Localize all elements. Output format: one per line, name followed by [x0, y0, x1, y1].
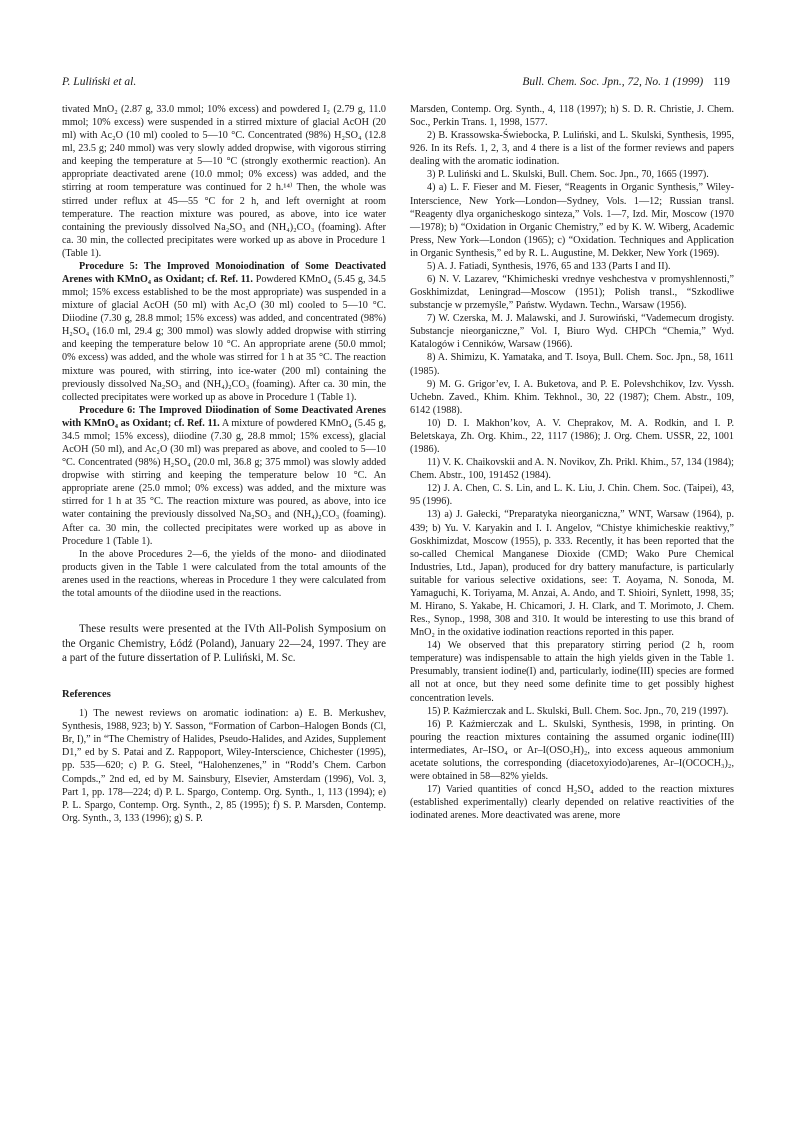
left-column — [62, 103, 386, 825]
reference-10: 10) D. I. Makhon’kov, A. V. Cheprakov, M. A. Rodkin, and I. P. Beletskaya, Zh. Org. Khim., 22, 1117 (1986); J. Org. Chem. USSR, 22, 1001 (1986). — [410, 417, 734, 456]
reference-15: 15) P. Kaźmierczak and L. Skulski, Bull. Chem. Soc. Jpn., 70, 219 (1997). — [427, 705, 729, 717]
reference-9: 9) M. G. Grigor’ev, I. A. Buketova, and P. E. Polevshchikov, Izv. Vyssh. Uchebn. Zaved., Khim. Khim. Tekhnol., 30, 22 (1987); Chem. Abstr., 109, 6142 (1988). — [410, 378, 734, 416]
reference-14: 14) We observed that this preparatory stirring period (2 h, room temperature) was indispensable to attain the high yields given in the Table 1. Presumably, transient iodine(I) and, particularly, iodine(III) species are formed all not at once, but they need some definite time to get possibly highest concentration levels. — [410, 640, 734, 704]
header-journal: Bull. Chem. Soc. Jpn., 72, No. 1 (1999) — [522, 76, 704, 88]
reference-4: 4) a) L. F. Fieser and M. Fieser, “Reagents in Organic Synthesis,” Wiley-Interscience, New York—London—Sydney, Vols. 1—12; Russian transl. “Reagenty dlya organicheskogo sinteza,” Vols. 1—7, Izd. Mir, Moscow (1970—1978); b) “Oxidation in Organic Chemistry,” ed by K. W. Wiberg, Academic Press, New York—London (1965); c) “Oxidation. Techniques and Application in Organic Synthesis,” ed by R. L. Augustine, M. Dekker, New York (1969). — [410, 182, 734, 259]
reference-16: 16) P. Kaźmierczak and L. Skulski, Synthesis, 1998, in printing. On pouring the reaction mixtures containing the assumed organic iodine(III) intermediates, Ar–ISO₄ or Ar–I(OSO₃H)₂, into excess aqueous ammonium acetate solutions, the corresponding (diacetoxyiodo)arenes, Ar–I(OCOCH₃)₂, were obtained in 58—82% yields. — [410, 718, 734, 782]
running-header — [62, 76, 730, 92]
procedure-5 — [62, 260, 386, 404]
reference-11: 11) V. K. Chaikovskii and A. N. Novikov, Zh. Prikl. Khim., 57, 134 (1984); Chem. Abstr., 100, 191452 (1984). — [410, 457, 734, 482]
procedure-6 — [62, 404, 386, 548]
presentation-note: These results were presented at the IVth All-Polish Symposium on the Organic Chemistry, Łódź (Poland), January 22—24, 1997. They are a part of the future dissertation of P. Luliński, M. Sc. — [62, 622, 386, 665]
page-number: 119 — [713, 76, 730, 88]
reference-5: 5) A. J. Fatiadi, Synthesis, 1976, 65 and 133 (Parts I and II). — [427, 260, 671, 272]
procedure-6-title: Procedure 6: The Improved Diiodination of Some Deactivated Arenes with KMnO₄ as Oxidant; cf. Ref. 11. — [62, 404, 386, 429]
reference-13: 13) a) J. Gałecki, “Preparatyka nieorganiczna,” WNT, Warsaw (1964), p. 439; b) Yu. V. Karyakin and I. I. Angelov, “Chistye khimicheskie reaktivy,” Goskhimizdat, Moscow (1955), p. 333. Recently, it has been reported that the so-called Chemical Manganese Dioxide (CMD; Wako Pure Chemical Industries, Ltd., Japan), produced for dry battery manufacture, is particularly suitable for various selective oxidations, see: T. Aoyama, N. Sonoda, M. Yamaguchi, K. Toriyama, M. Anzai, A. Ando, and T. Shioiri, Synlett, 1998, 35; M. Hirano, S. Yakabe, H. Chicamori, J. H. Clark, and T. Morimoto, J. Chem. Res., Synop., 1998, 308 and 310. It would be interesting to use this brand of MnO₂ in the oxidative iodination reactions reported in this paper. — [410, 509, 734, 639]
reference-3: 3) P. Luliński and L. Skulski, Bull. Chem. Soc. Jpn., 70, 1665 (1997). — [427, 169, 709, 181]
procedure-5-body: Powdered KMnO₄ (5.45 g, 34.5 mmol; 15% excess established to be the most appropriate) was suspended in a mixture of glacial AcOH (50 ml) with Ac₂O (30 ml) cooled to 5—10 °C. Diiodine (7.30 g, 28.8 mmol; 15% excess) was added, and concentrated (98%) H₂SO₄ (16.0 ml, 29.4 g; 300 mmol) was slowly added dropwise with stirring and keeping the temperature below 10 °C. An appropriate arene (50.0 mmol; 0% excess) was added, and the whole was stirred for 1 h at 35 °C. The reaction mixture was poured, with stirring, into ice-water (200 ml) containing the previously dissolved Na₂SO₃ and (NH₄)₂CO₃ (foaming). After ca. 30 min, the collected precipitates were worked up as above in Procedure 1 (Table 1). — [62, 274, 386, 403]
right-column — [410, 103, 734, 822]
reference-6: 6) N. V. Lazarev, “Khimicheski vrednye veshchestva v promyshlennosti,” Goskhimizdat, Leningrad—Moscow (1951); Polish transl., “Szkodliwe substancje w przemyśle,” Państw. Wydawn. Techn., Warsaw (1956). — [410, 274, 734, 312]
procedure-6-body: A mixture of powdered KMnO₄ (5.45 g, 34.5 mmol; 15% excess), diiodine (7.30 g, 28.8 mmol; 15% excess), glacial AcOH (50 ml), and Ac₂O (30 ml) was prepared as above, and cooled to 5—10 °C. Concentrated (98%) H₂SO₄ (20.0 ml, 36.8 g; 375 mmol) was slowly added dropwise with stirring and keeping the temperature below 10 °C. An appropriate arene (25.0 mmol; 0% excess) was added, and the mixture was stirred for 1 h at 35 °C. The reaction mixture was poured, as above, into ice water containing the previously dissolved Na₂SO₃ and (NH₄)₂CO₃ (foaming). After ca. 30 min, the collected precipitates were worked up as above in Procedure 1 (Table 1). — [62, 417, 386, 547]
header-journal-line — [522, 76, 730, 88]
reference-1: 1) The newest reviews on aromatic iodination: a) E. B. Merkushev, Synthesis, 1988, 923; b) Y. Sasson, “Formation of Carbon–Halogen Bonds (Cl, Br, I),” in “The Chemistry of Halides, Pseudo-Halides, and Azides, Supplement D1,” ed by S. Patai and Z. Rappoport, Wiley-Interscience, Chichester (1995), pp. 535—620; c) P. G. Steel, “Halohenzenes,” in “Rodd’s Chem. Carbon Compds.,” 2nd ed, ed by M. Sainsbury, Elsevier, Amsterdam (1996), Vol. 3, Part 1, pp. 178—224; d) P. L. Spargo, Contemp. Org. Synth., 1, 113 (1994); e) P. L. Spargo, Contemp. Org. Synth., 2, 85 (1995); f) S. P. Marsden, Contemp. Org. Synth., 3, 133 (1996); g) S. P. — [62, 708, 386, 824]
paragraph-continued: tivated MnO₂ (2.87 g, 33.0 mmol; 10% excess) and powdered I₂ (2.79 g, 11.0 mmol; 10% excess) were suspended in a stirred mixture of glacial AcOH (20 ml) with Ac₂O (10 ml) cooled to 5—10 °C. Concentrated (98%) H₂SO₄ (12.8 ml, 23.5 g; 240 mmol) was very slowly added dropwise, with vigorous stirring and keeping the temperature at 5—10 °C (strongly exothermic reaction). An appropriate deactivated arene (10.0 mmol; 0% excess) was added, and the stirring at room temperature was continued for 2 h.¹⁴⁾ Then, the whole was stirred under reflux at 45—55 °C for 2 h, and left overnight at room temperature. The reaction mixture was poured, as above, into ice water containing the previously dissolved Na₂SO₃ and (NH₄)₂CO₃ (foaming). After ca. 30 min, the collected precipitates were worked up as above in Procedure 1 (Table 1). — [62, 104, 386, 259]
reference-1-continued: Marsden, Contemp. Org. Synth., 4, 118 (1997); h) S. D. R. Christie, J. Chem. Soc., Perkin Trans. 1, 1998, 1577. — [410, 104, 734, 129]
reference-17: 17) Varied quantities of concd H₂SO₄ added to the reaction mixtures (established experimentally) clearly depended on relative reactivities of the iodinated arenes. More deactivated was arene, more — [410, 784, 734, 822]
reference-7: 7) W. Czerska, M. J. Malawski, and J. Surowiński, “Vademecum drogisty. Substancje nieorganiczne,” Vol. I, Biuro Wyd. CHPCh “Chemia,” Wyd. Katalogów i Cenników, Warsaw (1966). — [410, 313, 734, 351]
reference-8: 8) A. Shimizu, K. Yamataka, and T. Isoya, Bull. Chem. Soc. Jpn., 58, 1611 (1985). — [410, 352, 734, 377]
references-heading: References — [62, 689, 111, 701]
header-author: P. Luliński et al. — [62, 76, 137, 88]
procedure-5-title: Procedure 5: The Improved Monoiodination of Some Deactivated Arenes with KMnO₄ as Oxidant; cf. Ref. 11. — [62, 260, 386, 286]
reference-2: 2) B. Krassowska-Świebocka, P. Luliński, and L. Skulski, Synthesis, 1995, 926. In its Refs. 1, 2, 3, and 4 there is a list of the former reviews and papers dealing with the aromatic iodination. — [410, 130, 734, 168]
reference-12: 12) J. A. Chen, C. S. Lin, and L. K. Liu, J. Chin. Chem. Soc. (Taipei), 43, 95 (1996). — [410, 483, 734, 508]
paragraph-summary: In the above Procedures 2—6, the yields of the mono- and diiodinated products given in the Table 1 were calculated from the total amounts of the arenes used in the reactions, whereas in Procedure 1 they were calculated from the total amounts of the diiodine used in the reactions. — [62, 548, 386, 599]
